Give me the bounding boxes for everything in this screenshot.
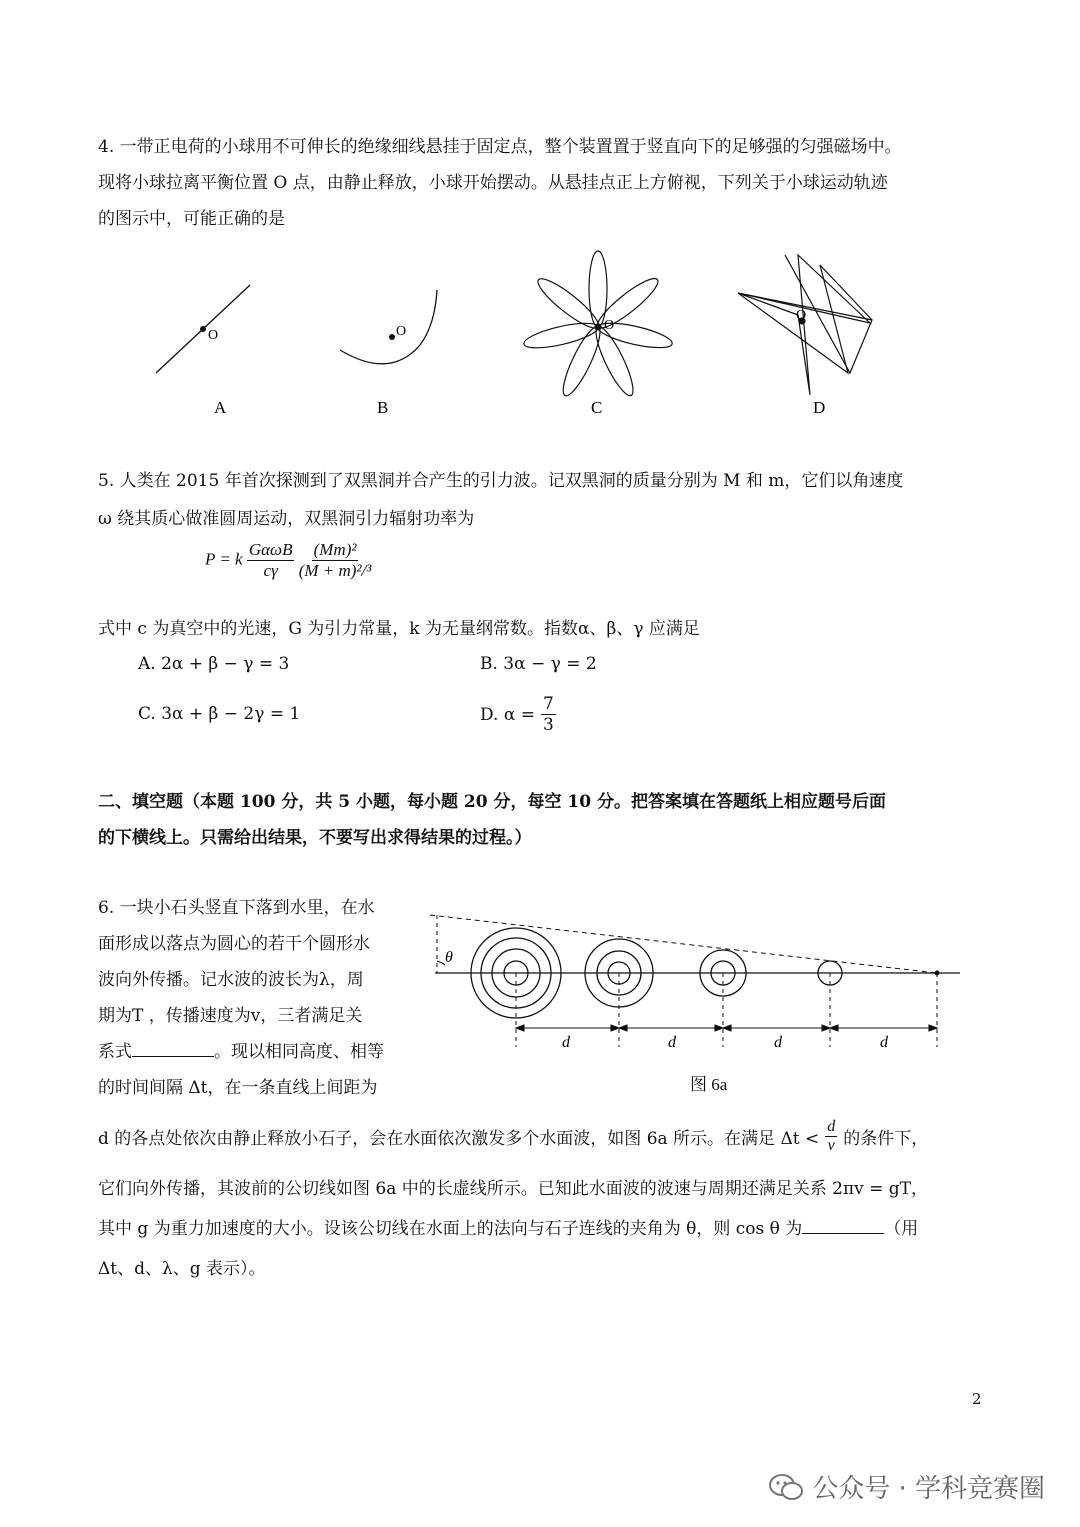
q6-side5-pre: 系式 bbox=[98, 1042, 132, 1062]
q6-full1-post: 的条件下， bbox=[843, 1129, 929, 1149]
d-label-1: d bbox=[562, 1034, 570, 1051]
d-label-4: d bbox=[880, 1034, 888, 1051]
q5-line3: 式中 c 为真空中的光速，G 为引力常量，k 为无量纲常数。指数α、β、γ 应满足 bbox=[98, 619, 700, 639]
formula-frac2-den: (M + m)²/³ bbox=[298, 561, 372, 580]
trajectory-a bbox=[156, 285, 250, 373]
q6-full3 bbox=[98, 1214, 918, 1239]
q5-line2: ω 绕其质心做准圆周运动，双黑洞引力辐射功率为 bbox=[98, 509, 475, 529]
figure-caption: 图 6a bbox=[690, 1075, 728, 1094]
section2-line2: 的下横线上。只需给出结果，不要写出求得结果的过程。） bbox=[98, 828, 532, 848]
q4-line3: 的图示中，可能正确的是 bbox=[98, 209, 285, 229]
d-label-2: d bbox=[668, 1034, 676, 1051]
q6-side1: 6. 一块小石头竖直下落到水里，在水 bbox=[98, 898, 375, 918]
label-d: D bbox=[813, 398, 826, 415]
q6-full1 bbox=[98, 1118, 928, 1155]
formula-lhs: P = k bbox=[205, 549, 243, 569]
formula-frac2-num: (Mm)² bbox=[313, 540, 357, 559]
q6-side3: 波向外传播。记水波的波长为λ，周 bbox=[98, 970, 364, 990]
label-c: C bbox=[591, 398, 603, 415]
theta-label: θ bbox=[445, 949, 453, 966]
q5-option-a: A. 2α + β − γ = 3 bbox=[138, 654, 290, 674]
q5-option-d-den: 3 bbox=[542, 715, 554, 735]
q6-full3-pre: 其中 g 为重力加速度的大小。设该公切线在水面上的法向与石子连线的夹角为 θ，则 cos θ 为 bbox=[98, 1219, 803, 1239]
answer-blank-1[interactable] bbox=[132, 1040, 214, 1057]
q6-side5-post: 。现以相同高度、相等 bbox=[214, 1042, 384, 1062]
q6-side2: 面形成以落点为圆心的若干个圆形水 bbox=[98, 934, 370, 954]
section2-line1: 二、填空题（本题 100 分，共 5 小题，每小题 20 分，每空 10 分。把答案填在答题纸上相应题号后面 bbox=[98, 792, 886, 812]
q6-full1-pre: d 的各点处依次由静止释放小石子，会在水面依次激发多个水面波，如图 6a 所示。在满足 Δt < bbox=[98, 1129, 820, 1149]
q5-option-d-prefix: D. α = bbox=[480, 704, 535, 725]
point-label-d: O bbox=[796, 308, 807, 323]
trajectory-d bbox=[738, 255, 872, 395]
q6-full1-num: d bbox=[827, 1118, 836, 1135]
watermark-text: 公众号 · 学科竞赛圈 bbox=[812, 1474, 1045, 1504]
label-b: B bbox=[377, 398, 389, 415]
label-a: A bbox=[214, 398, 227, 415]
point-label-b: O bbox=[396, 324, 407, 339]
formula-frac1-den: cγ bbox=[263, 561, 278, 580]
page-number: 2 bbox=[972, 1390, 982, 1408]
q6-full2: 它们向外传播，其波前的公切线如图 6a 中的长虚线所示。已知此水面波的波速与周期还满足关系 2πv = gT， bbox=[98, 1179, 929, 1199]
q6-full3-post: （用 bbox=[884, 1219, 919, 1239]
q5-line1: 5. 人类在 2015 年首次探测到了双黑洞并合产生的引力波。记双黑洞的质量分别为 M 和 m，它们以角速度 bbox=[98, 471, 904, 491]
answer-blank-2[interactable] bbox=[802, 1217, 884, 1234]
q6-full4: Δt、d、λ、g 表示）。 bbox=[98, 1259, 266, 1279]
trajectory-b bbox=[340, 290, 437, 364]
q5-option-b: B. 3α − γ = 2 bbox=[480, 654, 597, 674]
q5-formula bbox=[205, 540, 371, 581]
q4-line2: 现将小球拉离平衡位置 O 点，由静止释放，小球开始摆动。从悬挂点正上方俯视，下列关于小球运动轨迹 bbox=[98, 173, 888, 193]
d-label-3: d bbox=[774, 1034, 782, 1051]
wechat-icon bbox=[768, 1472, 804, 1502]
q5-option-d bbox=[480, 694, 556, 735]
q6-side6: 的时间间隔 Δt，在一条直线上间距为 bbox=[98, 1078, 378, 1098]
formula-frac1-num: GαωΒ bbox=[248, 540, 293, 559]
q5-option-c: C. 3α + β − 2γ = 1 bbox=[138, 704, 301, 724]
q6-side5 bbox=[98, 1037, 384, 1062]
figure-6a bbox=[425, 905, 970, 1060]
q6-full1-den: v bbox=[827, 1137, 835, 1154]
q5-option-d-num: 7 bbox=[542, 694, 554, 714]
q4-figures bbox=[130, 245, 910, 415]
watermark bbox=[768, 1468, 1045, 1505]
point-label-c: O bbox=[604, 318, 615, 333]
trajectory-c bbox=[522, 251, 674, 399]
point-label-a: O bbox=[208, 328, 219, 343]
q6-side4: 期为T ，传播速度为v，三者满足关 bbox=[98, 1006, 363, 1026]
q4-line1: 4. 一带正电荷的小球用不可伸长的绝缘细线悬挂于固定点，整个装置置于竖直向下的足够强的匀强磁场中。 bbox=[98, 137, 902, 157]
